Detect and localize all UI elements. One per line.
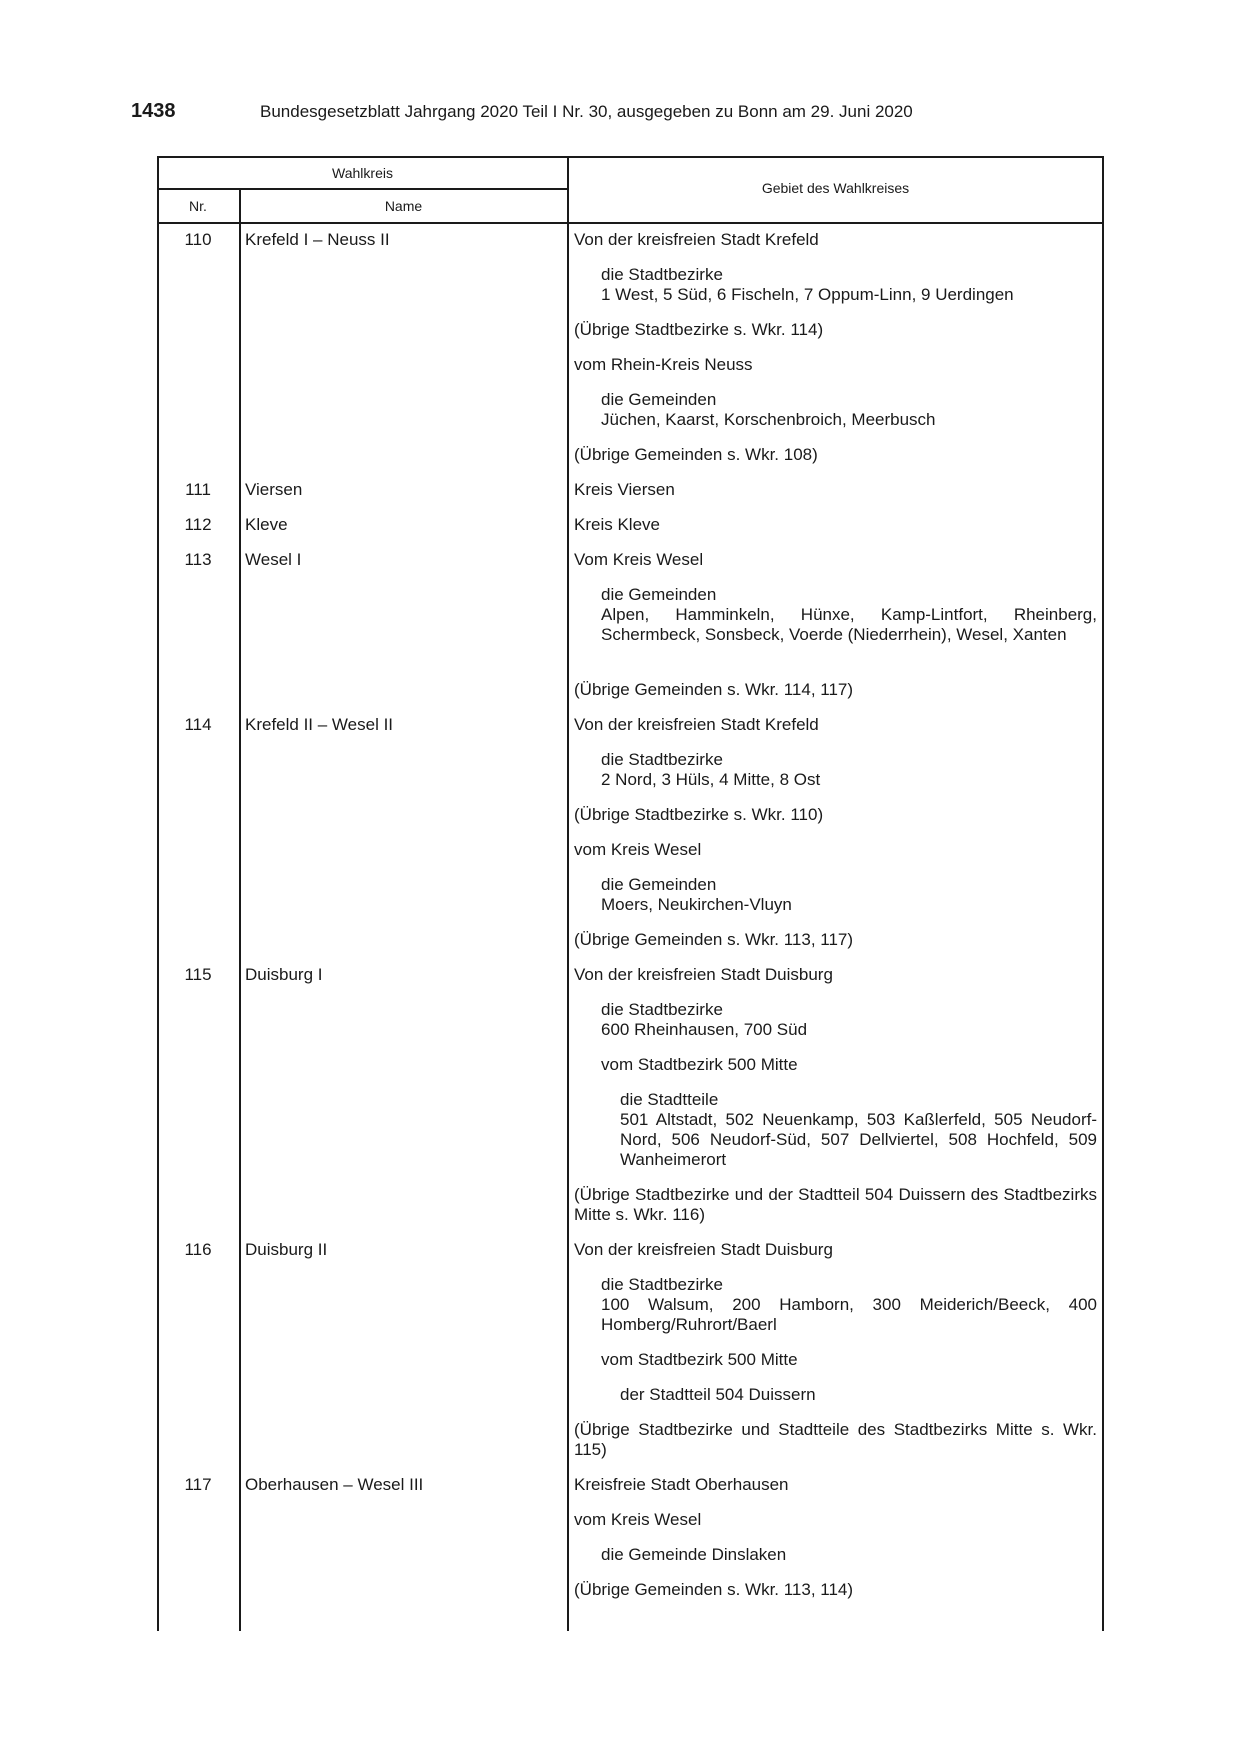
row-117-area-2: vom Kreis Wesel bbox=[574, 1510, 702, 1529]
row-115-area-3: vom Stadtbezirk 500 Mitte bbox=[601, 1055, 798, 1074]
row-115-area-1: Von der kreisfreien Stadt Duisburg bbox=[574, 965, 833, 984]
header-name: Name bbox=[384, 198, 423, 214]
wahlkreis-table bbox=[157, 156, 1103, 1631]
row-116-name: Duisburg II bbox=[245, 1240, 328, 1259]
row-112-area-1: Kreis Kleve bbox=[574, 515, 660, 534]
name-area-rule bbox=[567, 156, 569, 1631]
right-rule bbox=[1102, 156, 1104, 1631]
row-113-name: Wesel I bbox=[245, 550, 302, 569]
row-117-name: Oberhausen – Wesel III bbox=[245, 1475, 424, 1494]
row-113-area-1: Vom Kreis Wesel bbox=[574, 550, 704, 569]
row-111-nr: 111 bbox=[185, 480, 211, 499]
row-115-area-2-label: die Stadtbezirke bbox=[601, 1000, 723, 1019]
row-112-name: Kleve bbox=[245, 515, 288, 534]
row-110-area-3: (Übrige Stadtbezirke s. Wkr. 114) bbox=[574, 320, 824, 339]
row-114-area-3: (Übrige Stadtbezirke s. Wkr. 110) bbox=[574, 805, 824, 824]
row-114-area-6: (Übrige Gemeinden s. Wkr. 113, 117) bbox=[574, 930, 854, 949]
row-111-name: Viersen bbox=[245, 480, 303, 499]
row-110-area-4: vom Rhein-Kreis Neuss bbox=[574, 355, 753, 374]
header-nr: Nr. bbox=[189, 198, 207, 214]
row-115-area-2-list: 600 Rheinhausen, 700 Süd bbox=[601, 1020, 808, 1039]
table-top-rule bbox=[157, 156, 1103, 158]
row-115-name: Duisburg I bbox=[245, 965, 323, 984]
row-110-area-2-list: 1 West, 5 Süd, 6 Fischeln, 7 Oppum-Linn, 9 Uerdingen bbox=[601, 285, 1014, 304]
row-114-name: Krefeld II – Wesel II bbox=[245, 715, 394, 734]
row-110-area-2-label: die Stadtbezirke bbox=[601, 265, 723, 284]
row-110-area-5-label: die Gemeinden bbox=[601, 390, 717, 409]
running-title: Bundesgesetzblatt Jahrgang 2020 Teil I Nr. 30, ausgegeben zu Bonn am 29. Juni 2020 bbox=[260, 102, 913, 121]
row-116-area-5: (Übrige Stadtbezirke und Stadtteile des Stadtbezirks Mitte s. Wkr. 115) bbox=[574, 1420, 1097, 1459]
row-113-nr: 113 bbox=[184, 550, 212, 569]
row-116-area-2-list: 100 Walsum, 200 Hamborn, 300 Meiderich/Beeck, 400 Homberg/Ruhrort/Baerl bbox=[601, 1295, 1097, 1334]
row-116-area-1: Von der kreisfreien Stadt Duisburg bbox=[574, 1240, 833, 1259]
page-number: 1438 bbox=[131, 100, 176, 122]
header-gebiet: Gebiet des Wahlkreises bbox=[761, 180, 910, 196]
row-116-nr: 116 bbox=[184, 1240, 212, 1259]
row-110-area-5-list: Jüchen, Kaarst, Korschenbroich, Meerbusch bbox=[601, 410, 936, 429]
row-110-area-1: Von der kreisfreien Stadt Krefeld bbox=[574, 230, 819, 249]
row-110-name: Krefeld I – Neuss II bbox=[245, 230, 390, 249]
header-wahlkreis: Wahlkreis bbox=[332, 165, 393, 181]
row-114-area-2-label: die Stadtbezirke bbox=[601, 750, 723, 769]
row-116-area-2-label: die Stadtbezirke bbox=[601, 1275, 723, 1294]
header-bottom-rule bbox=[157, 222, 1103, 224]
row-117-area-3: die Gemeinde Dinslaken bbox=[601, 1545, 787, 1564]
row-113-area-2-label: die Gemeinden bbox=[601, 585, 717, 604]
row-115-area-5: (Übrige Stadtbezirke und der Stadtteil 504 Duissern des Stadtbezirks Mitte s. Wkr. 116) bbox=[574, 1185, 1097, 1224]
row-116-area-4: der Stadtteil 504 Duissern bbox=[620, 1385, 816, 1404]
row-111-area-1: Kreis Viersen bbox=[574, 480, 675, 499]
row-115-area-4-list: 501 Altstadt, 502 Neuenkamp, 503 Kaßlerfeld, 505 Neudorf-Nord, 506 Neudorf-Süd, 507 Dellviertel, 508 Hochfeld, 509 Wanheimerort bbox=[620, 1110, 1097, 1169]
group-header-rule bbox=[157, 188, 568, 190]
row-117-area-4: (Übrige Gemeinden s. Wkr. 113, 114) bbox=[574, 1580, 854, 1599]
left-rule bbox=[157, 156, 159, 1631]
row-110-area-6: (Übrige Gemeinden s. Wkr. 108) bbox=[574, 445, 818, 464]
page-header bbox=[131, 100, 1111, 124]
row-112-nr: 112 bbox=[184, 515, 212, 534]
row-113-area-2-list: Alpen, Hamminkeln, Hünxe, Kamp-Lintfort, Rheinberg, Schermbeck, Sonsbeck, Voerde (Niederrhein), Wesel, Xanten bbox=[601, 605, 1097, 644]
row-115-area-4-label: die Stadtteile bbox=[620, 1090, 719, 1109]
row-110-nr: 110 bbox=[184, 230, 212, 249]
row-113-area-3: (Übrige Gemeinden s. Wkr. 114, 117) bbox=[574, 680, 854, 699]
row-115-nr: 115 bbox=[184, 965, 212, 984]
row-114-area-1: Von der kreisfreien Stadt Krefeld bbox=[574, 715, 819, 734]
row-114-nr: 114 bbox=[184, 715, 212, 734]
nr-name-rule bbox=[239, 188, 241, 1631]
row-114-area-4: vom Kreis Wesel bbox=[574, 840, 702, 859]
row-117-area-1: Kreisfreie Stadt Oberhausen bbox=[574, 1475, 789, 1494]
row-116-area-3: vom Stadtbezirk 500 Mitte bbox=[601, 1350, 798, 1369]
row-114-area-5-label: die Gemeinden bbox=[601, 875, 717, 894]
row-117-nr: 117 bbox=[184, 1475, 212, 1494]
row-114-area-5-list: Moers, Neukirchen-Vluyn bbox=[601, 895, 792, 914]
row-114-area-2-list: 2 Nord, 3 Hüls, 4 Mitte, 8 Ost bbox=[601, 770, 821, 789]
